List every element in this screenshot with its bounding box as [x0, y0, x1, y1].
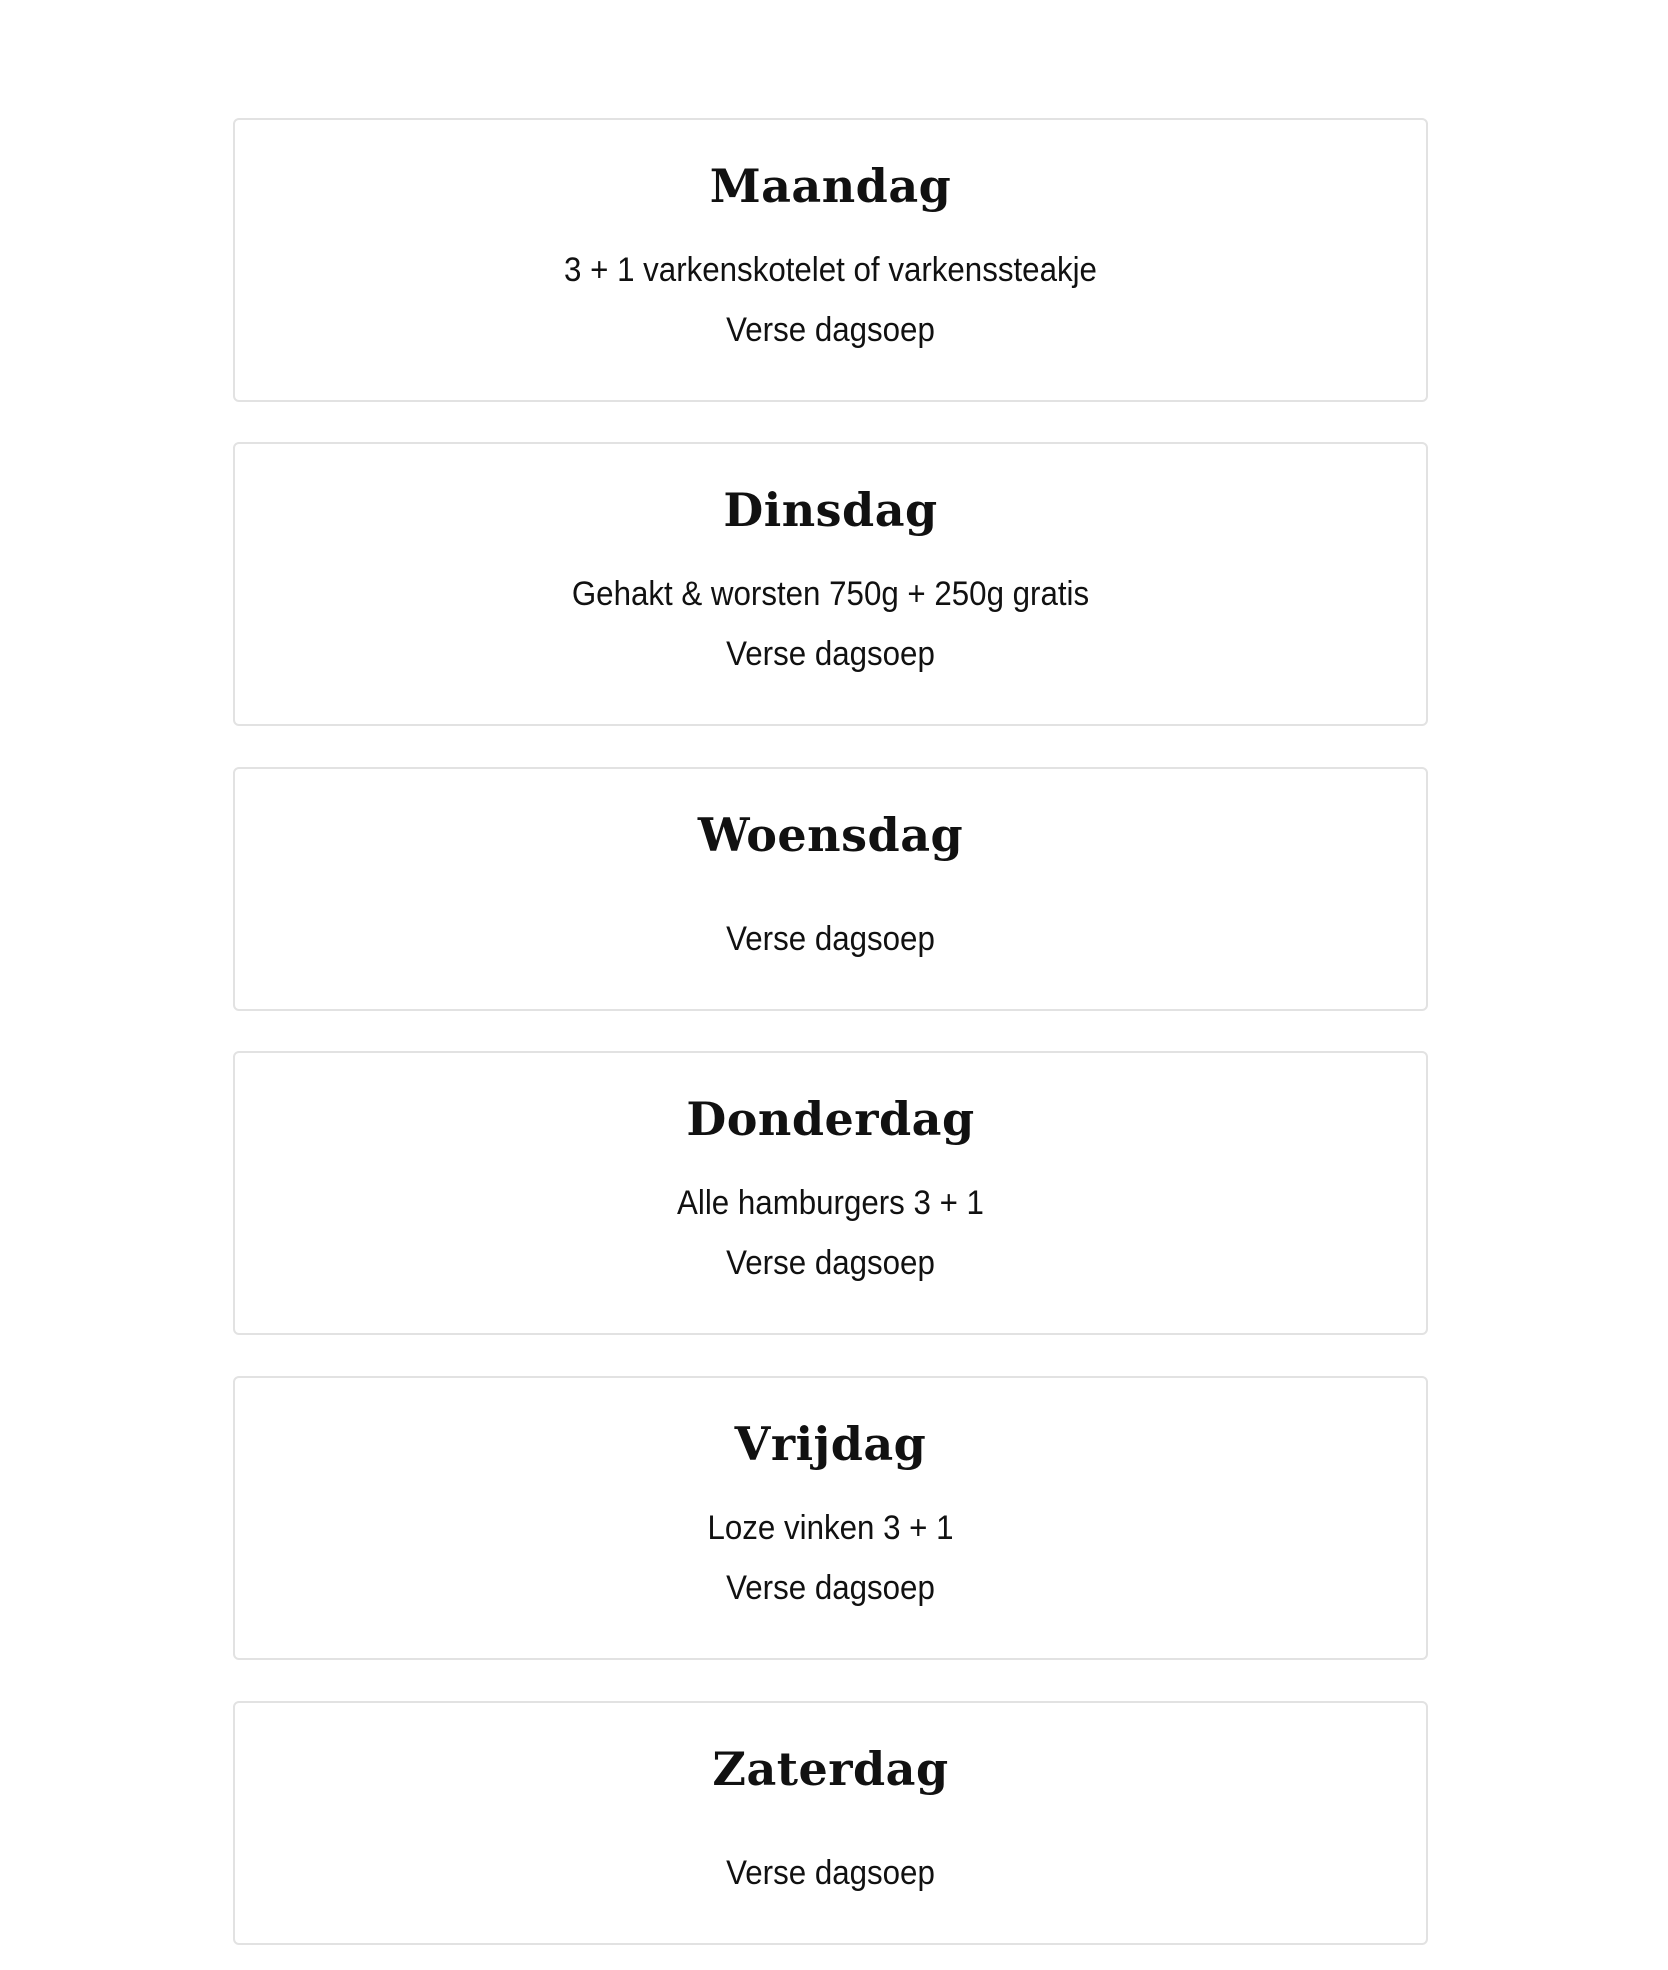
day-soup: Verse dagsoep: [726, 635, 935, 673]
day-offer: 3 + 1 varkenskotelet of varkenssteakje: [564, 251, 1097, 289]
day-offer: Alle hamburgers 3 + 1: [677, 1184, 984, 1222]
day-title: Woensdag: [697, 808, 964, 862]
day-soup: Verse dagsoep: [726, 1569, 935, 1607]
day-card-tuesday: [233, 442, 1428, 726]
day-title: Maandag: [709, 159, 952, 213]
day-offer: Gehakt & worsten 750g + 250g gratis: [571, 575, 1090, 613]
day-card-monday: [233, 118, 1428, 402]
day-soup: Verse dagsoep: [726, 311, 935, 349]
day-soup: Verse dagsoep: [726, 1854, 935, 1892]
day-card-saturday: [233, 1701, 1428, 1945]
day-title: Donderdag: [686, 1092, 975, 1146]
day-card-wednesday: [233, 767, 1428, 1011]
day-offer: Loze vinken 3 + 1: [707, 1509, 954, 1547]
day-card-friday: [233, 1376, 1428, 1660]
day-soup: Verse dagsoep: [726, 920, 935, 958]
day-title: Dinsdag: [723, 483, 938, 537]
day-soup: Verse dagsoep: [726, 1244, 935, 1282]
day-title: Zaterdag: [712, 1742, 949, 1796]
day-card-thursday: [233, 1051, 1428, 1335]
day-title: Vrijdag: [734, 1417, 927, 1471]
